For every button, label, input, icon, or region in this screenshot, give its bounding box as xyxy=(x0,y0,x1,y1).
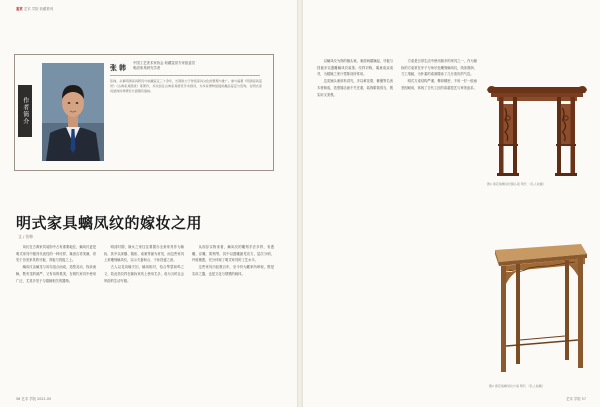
figure-2-caption: 图2 黄花梨螭凤纹方桌 明代 （私人收藏） xyxy=(489,384,545,388)
paragraph: 凤纹在古典家具装饰中占有重要地位，螭凤纹更是明式家具中极具代表性的一种纹样，寓意吉祥美满，常见于各类家具的牙板、背板与挡板之上。 xyxy=(16,245,96,263)
paragraph: 明清时期，嫁女之家往往要置办全套家具作为嫁妆，其中以床榻、箱柜、桌案等最为常见，而这些家具上常雕刻螭凤纹，以示夫妻和合、子孙昌盛之意。 xyxy=(104,245,184,263)
bio-divider xyxy=(110,75,260,76)
paragraph: 螭凤纹由螭龙与凤鸟组合而成，造型灵动，线条流畅，既有龙的威严，又有凤的柔美，在明代家具中使用广泛，尤其多见于与婚嫁相关的器物。 xyxy=(16,265,96,283)
paragraph: 这类翘头案用料讲究，多以黄花梨、紫檀等名贵木材制成，造型简洁而不失庄重，装饰繁简得当，既实用又美观。 xyxy=(317,79,393,97)
right-column-2 xyxy=(401,58,477,92)
left-column-1 xyxy=(16,244,96,284)
folio-left: 56 艺术 学院 2021.05 xyxy=(16,397,52,401)
paragraph: 从现存实物来看，螭凤纹的雕刻手法多样，有透雕、浮雕、阴刻等，其中以透雕最见功力，层次分明，玲珑剔透，充分体现了明式家具的工艺水平。 xyxy=(192,245,274,263)
author-bio-box xyxy=(14,54,274,171)
right-column-1 xyxy=(317,58,393,98)
right-page xyxy=(303,0,600,407)
author-title-line: 中国工艺美术家协会 收藏鉴赏专家组委员 xyxy=(133,61,196,65)
author-portrait xyxy=(42,63,104,161)
figure-altar-table xyxy=(485,74,589,178)
figure-1-caption: 图1 黄花梨螭凤纹翘头案 明代 （私人收藏） xyxy=(487,182,546,186)
running-head-text: 艺术 学院 收藏系列 xyxy=(23,7,54,11)
author-name: 张 韩 xyxy=(110,64,126,72)
running-head-mark: 鉴赏 xyxy=(16,7,23,11)
article-title: 明式家具螭凤纹的嫁妆之用 xyxy=(16,214,203,232)
figure-square-table xyxy=(489,236,589,376)
paragraph: 这些家具历经数百年，至今仍为藏家所珍视，既是实用之器，也是文化与情感的载体。 xyxy=(192,265,274,276)
paragraph: 方桌是日常生活中使用最多的家具之一，作为嫁妆的方桌常在牙子与角牙处雕刻螭凤纹，线条圆润，刀工细腻，为朴素的桌面增添了几分喜庆的气息。 xyxy=(401,59,477,77)
author-bio-tag: 作者简介 xyxy=(18,85,32,137)
paragraph: 明式方桌结构严谨，榫卯精密，不用一钉一胶而坚固耐用，体现了古代工匠的高超技艺与审美追求。 xyxy=(401,79,477,90)
author-bio-text: 张韩，从事明清家具研究与收藏鉴定三十余年，长期致力于传统家具文化的整理与推广。参与编著《明清家具鉴赏》《古典家具图录》等著作，多次担任古典家具展览学术顾问，为多家博物馆提供藏品鉴定与咨询，在明式家具装饰纹样研究方面颇有建树。 xyxy=(110,79,262,94)
left-column-3 xyxy=(192,244,274,278)
folio-right: 艺术 学院 57 xyxy=(565,397,586,401)
article-byline: 文 / 张韩 xyxy=(18,234,34,239)
left-column-2 xyxy=(104,244,184,284)
left-page xyxy=(0,0,297,407)
author-titles xyxy=(133,61,195,71)
paragraph: 以螭凤纹为饰的翘头案，案面两端翘起，牙板与挡板多以透雕螭凤纹装饰，纹样对称，寓意成双成对，为婚嫁之家厅堂陈设所常用。 xyxy=(317,59,393,77)
paragraph: 古人以龙凤喻夫妇，螭凤相对，恰合琴瑟和鸣之义，故此类纹样在嫁妆家具上使用尤多，成为当时社会风俗的生动写照。 xyxy=(104,265,184,283)
running-head xyxy=(16,6,53,11)
author-title-line: 明清家具研究学者 xyxy=(133,66,161,70)
